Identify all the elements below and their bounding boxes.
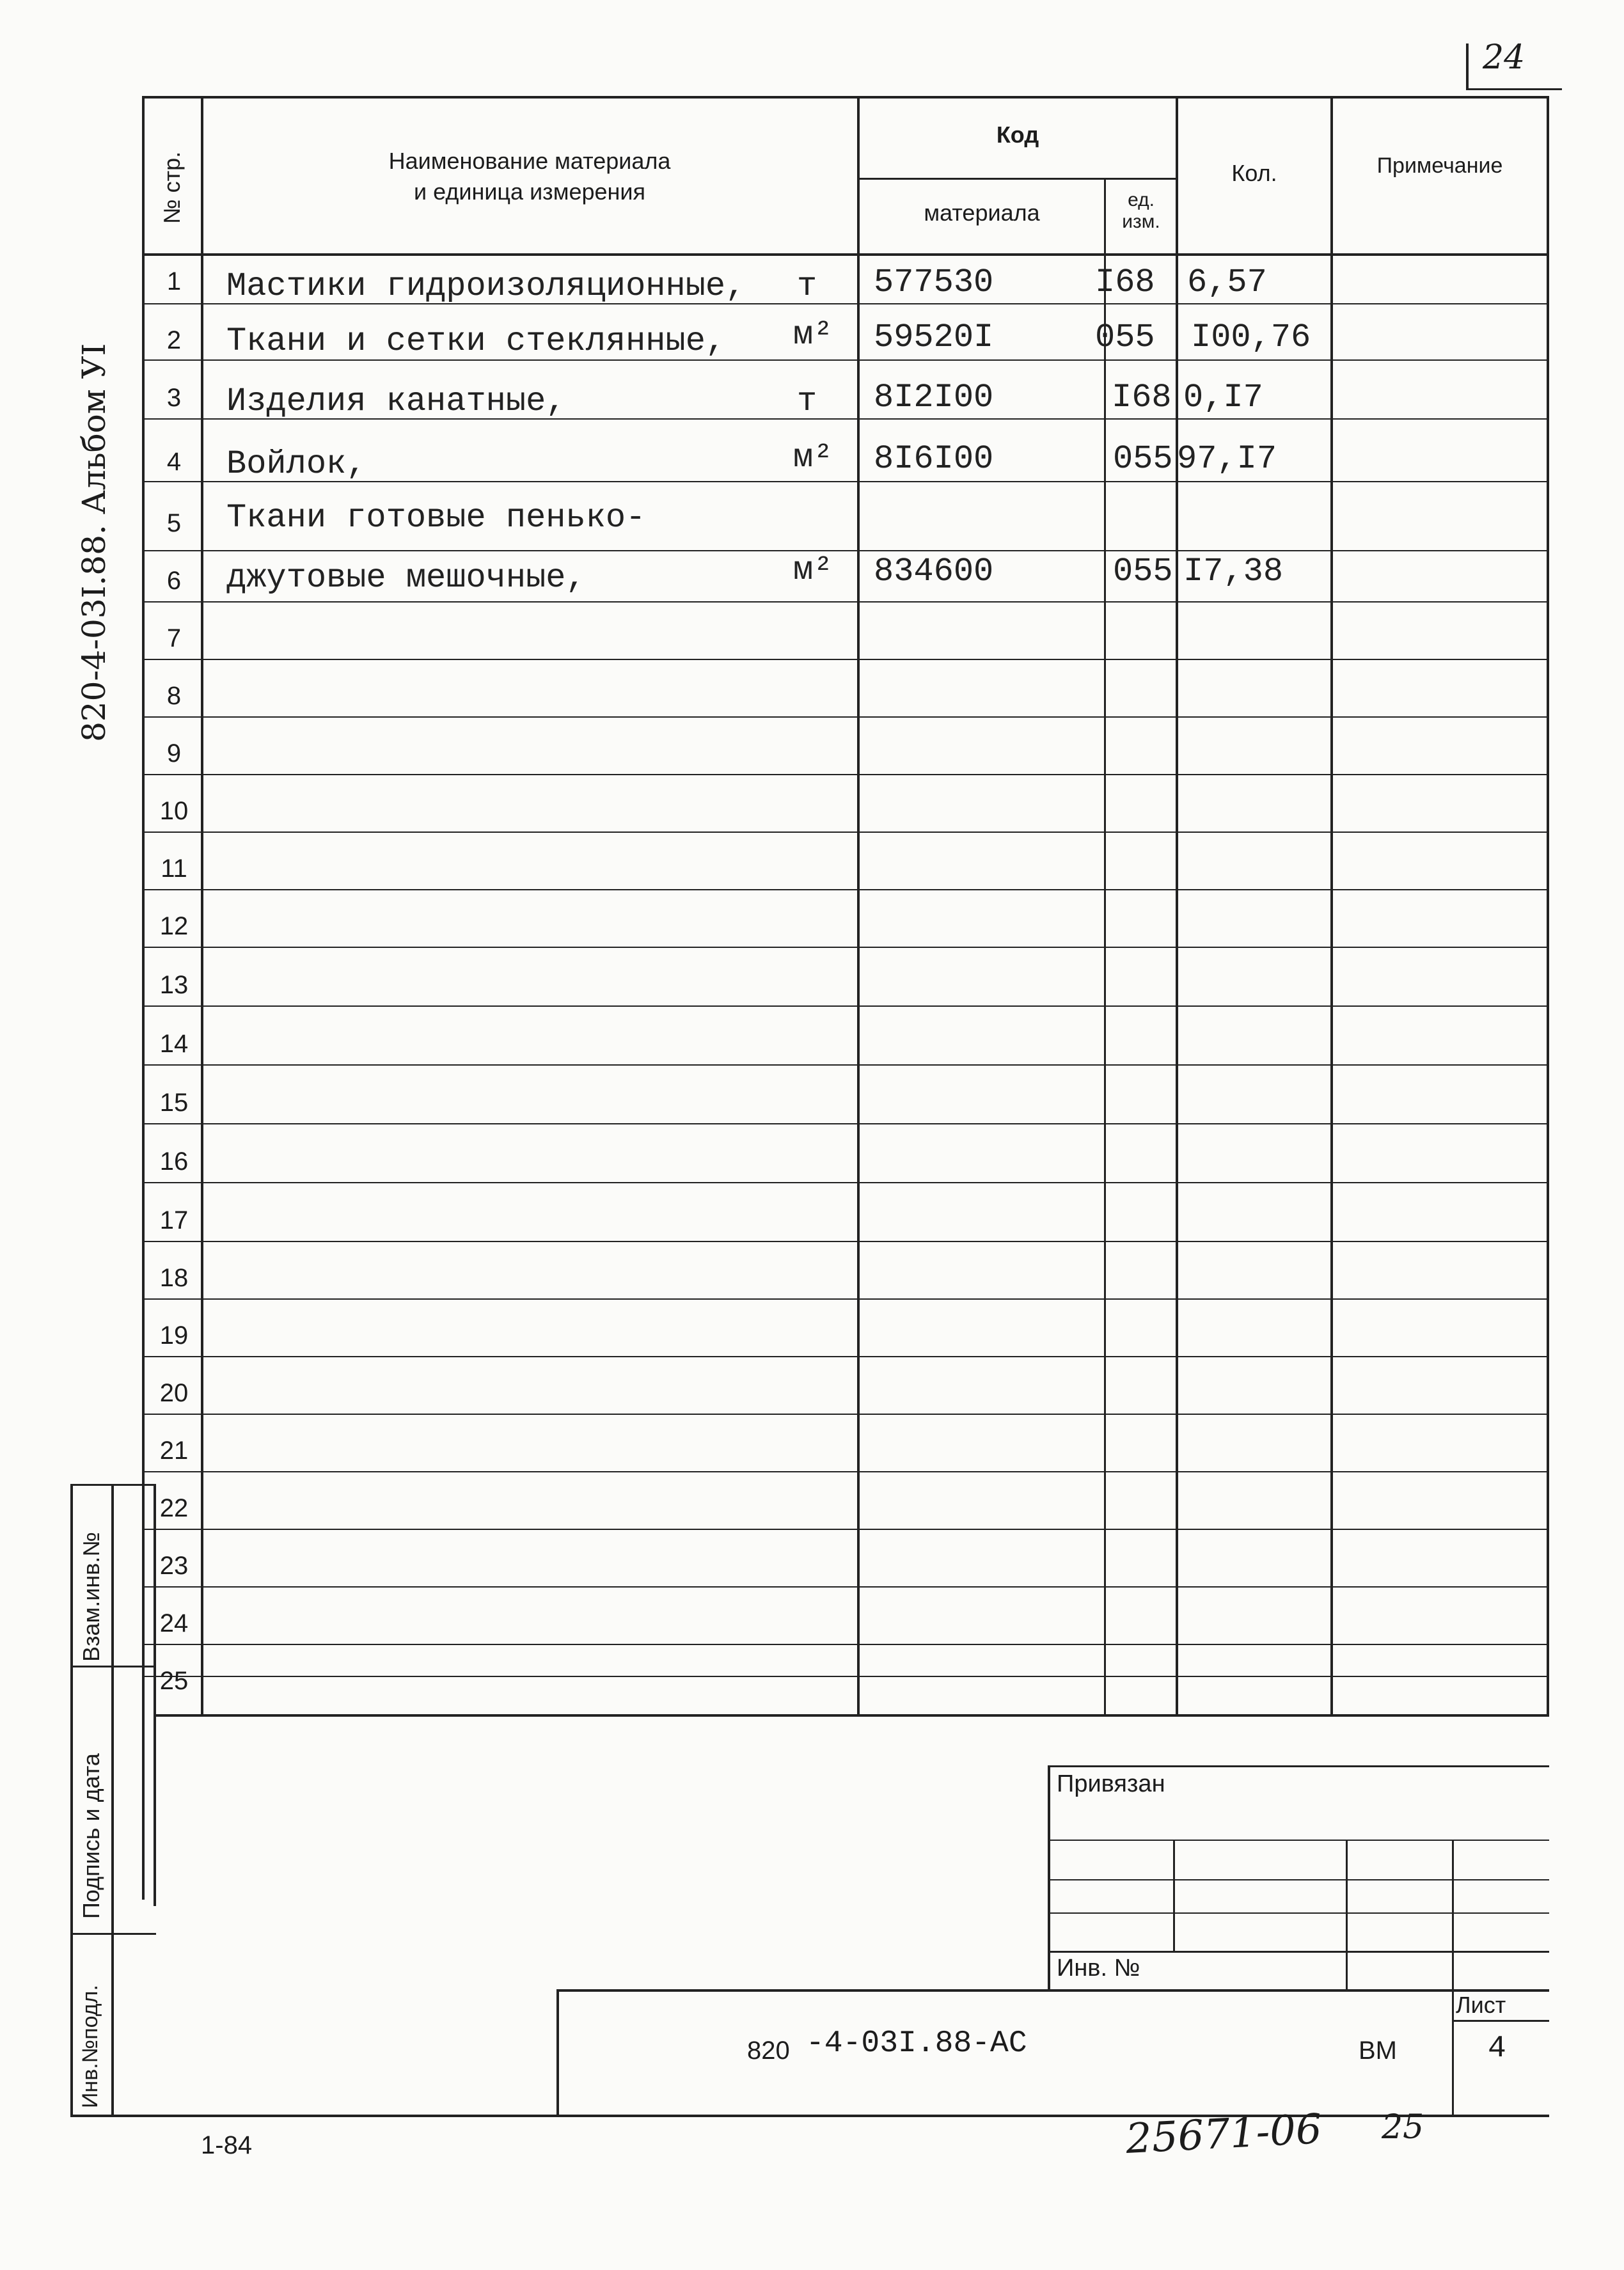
row-number: 4 [166,448,182,476]
material-name: Мастики гидроизоляционные, [226,267,746,305]
sheet-label: Лист [1456,1992,1506,2018]
sheet-number: 4 [1488,2031,1506,2066]
material-unit: т [797,267,817,305]
quantity: I7,38 [1183,553,1284,590]
row-number: 25 [159,1667,189,1695]
form-code: 1-84 [201,2131,253,2159]
row-number: 24 [159,1609,189,1637]
col-header-name-line1: Наименование материала [388,148,671,174]
material-name: Ткани и сетки стеклянные, [226,322,726,360]
row-number: 22 [159,1494,189,1522]
doc-type: ВМ [1359,2037,1397,2065]
inv-podl-label: Инв.№подл. [78,1985,102,2108]
row-number: 23 [159,1552,189,1580]
row-number: 19 [159,1321,189,1350]
handwritten-page: 25 [1382,2108,1424,2147]
material-name: Изделия канатные, [226,382,566,420]
podpis-data-label: Подпись и дата [78,1753,104,1919]
row-number: 11 [161,855,187,883]
quantity: 6,57 [1187,264,1267,301]
material-unit: м² [793,439,833,477]
doc-code: -4-03I.88-АС [806,2026,1027,2061]
material-code: 59520I [874,319,994,356]
row-number: 2 [166,326,182,354]
col-header-code: Код [996,122,1039,148]
row-number: 5 [166,509,182,537]
col-header-note: Примечание [1376,154,1503,178]
quantity: I00,76 [1191,319,1311,356]
row-number: 16 [159,1147,189,1176]
row-number: 13 [159,971,189,999]
col-header-code-material: материала [924,200,1040,226]
col-header-qty: Кол. [1231,160,1277,186]
row-number: 20 [159,1379,189,1407]
quantity: 97,I7 [1177,440,1277,478]
material-unit: м² [793,316,833,354]
row-number: 10 [159,797,189,825]
material-unit: м² [793,551,833,589]
privyazan-label: Привязан [1057,1770,1165,1797]
row-number: 18 [159,1264,189,1292]
row-number: 17 [159,1206,189,1234]
page-corner-number: 24 [1483,38,1525,77]
row-number: 6 [166,567,182,595]
material-code: 577530 [874,264,994,301]
material-name: Ткани готовые пенько- [226,499,646,537]
material-name: Войлок, [226,445,367,483]
row-number: 8 [166,682,182,710]
col-header-code-unit: ед. изм. [1122,189,1160,232]
unit-code: 055 [1095,319,1155,356]
inv-no-label: Инв. № [1057,1955,1140,1982]
material-code: 8I6I00 [874,440,994,478]
unit-code: I68 [1095,264,1155,301]
row-number: 9 [166,739,182,768]
unit-code: 055 [1113,553,1173,590]
material-code: 8I2I00 [874,379,994,416]
vzam-inv-label: Взам.инв.№ [78,1531,104,1662]
side-stamp: 820-4-03I.88. Альбом УI [75,343,113,742]
handwritten-number: 25671-06 [1124,2106,1323,2163]
unit-code: 055 [1113,440,1173,478]
material-unit: т [797,382,817,420]
row-number: 21 [159,1437,189,1465]
row-number: 14 [159,1030,189,1058]
row-number: 7 [166,624,182,652]
col-header-name-line2: и единица измерения [413,178,645,205]
row-number: 1 [166,267,182,296]
material-name: джутовые мешочные, [226,559,586,597]
col-header-row-no: № стр. [159,151,185,224]
doc-code-prefix: 820 [747,2037,790,2065]
row-number: 12 [159,912,189,940]
unit-code: I68 [1112,379,1172,416]
quantity: 0,I7 [1183,379,1263,416]
material-code: 834600 [874,553,994,590]
row-number: 3 [166,384,182,412]
row-number: 15 [159,1089,189,1117]
